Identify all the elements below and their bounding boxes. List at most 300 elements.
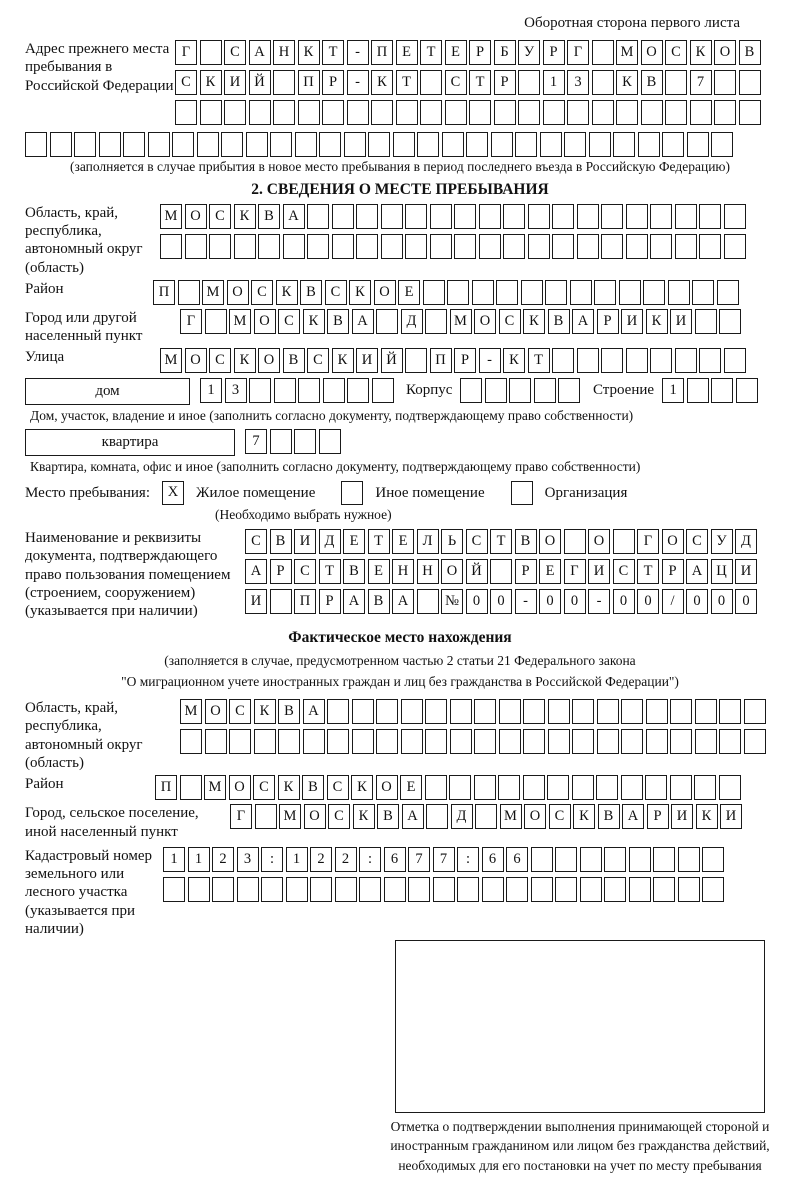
char-cell — [650, 234, 672, 259]
char-cell — [384, 877, 406, 902]
dom-note: Дом, участок, владение и иное (заполнить согласно документу, подтверждающему право собственности) — [30, 407, 634, 423]
char-cell: № — [441, 589, 463, 614]
char-cell — [594, 280, 616, 305]
char-cell — [496, 280, 518, 305]
char-cell: К — [351, 775, 373, 800]
char-cell — [420, 70, 442, 95]
char-cell: К — [371, 70, 393, 95]
char-cell — [491, 132, 513, 157]
char-cell: Й — [381, 348, 403, 373]
char-cell — [393, 132, 415, 157]
char-cell — [540, 132, 562, 157]
char-cell: В — [302, 775, 324, 800]
cell-row — [245, 559, 760, 584]
char-cell — [619, 280, 641, 305]
char-cell — [270, 589, 292, 614]
char-cell — [356, 234, 378, 259]
char-cell — [601, 348, 623, 373]
cell-row — [180, 309, 744, 334]
char-cell: Е — [400, 775, 422, 800]
char-cell: С — [251, 280, 273, 305]
char-cell — [237, 877, 259, 902]
oblast2-field — [25, 699, 775, 772]
char-cell — [368, 132, 390, 157]
char-cell: 0 — [539, 589, 561, 614]
char-cell — [552, 234, 574, 259]
char-cell: У — [711, 529, 733, 554]
char-cell — [528, 204, 550, 229]
char-cell: К — [353, 804, 375, 829]
stroenie-label: Строение — [592, 381, 655, 398]
oblast2-label: Область, край, республика, автономный округ (область) — [25, 700, 143, 771]
char-cell: Р — [515, 559, 537, 584]
char-cell — [665, 70, 687, 95]
char-cell: П — [430, 348, 452, 373]
char-cell — [626, 348, 648, 373]
char-cell — [545, 280, 567, 305]
char-cell: И — [621, 309, 643, 334]
char-cell — [445, 100, 467, 125]
char-cell: С — [613, 559, 635, 584]
char-cell — [479, 234, 501, 259]
char-cell — [254, 729, 276, 754]
char-cell: Е — [398, 280, 420, 305]
char-cell: Е — [396, 40, 418, 65]
char-cell — [298, 378, 320, 403]
char-cell — [626, 234, 648, 259]
char-cell — [405, 234, 427, 259]
char-cell — [180, 775, 202, 800]
char-cell — [670, 729, 692, 754]
char-cell — [670, 775, 692, 800]
char-cell: И — [588, 559, 610, 584]
char-cell — [454, 234, 476, 259]
char-cell: Г — [230, 804, 252, 829]
char-cell — [613, 529, 635, 554]
char-cell — [548, 699, 570, 724]
char-cell — [472, 280, 494, 305]
char-cell — [702, 877, 724, 902]
char-cell — [286, 877, 308, 902]
char-cell — [278, 729, 300, 754]
char-cell: О — [229, 775, 251, 800]
char-cell — [205, 729, 227, 754]
char-cell — [719, 775, 741, 800]
stamp-note: Отметка о подтверждении выполнения принимающей стороной и иностранным гражданином или лицом без гражданства действий, необходимых для его постановки на учет по месту пребывания — [390, 1119, 770, 1173]
char-cell: К — [690, 40, 712, 65]
char-cell: О — [205, 699, 227, 724]
char-cell: М — [204, 775, 226, 800]
oblast2-grid — [180, 699, 768, 759]
char-cell — [690, 100, 712, 125]
char-cell: Г — [564, 559, 586, 584]
char-cell — [490, 559, 512, 584]
char-cell — [695, 309, 717, 334]
char-cell: В — [283, 348, 305, 373]
char-cell — [601, 204, 623, 229]
gorod-label: Город или другой населенный пункт — [25, 309, 143, 345]
char-cell — [494, 100, 516, 125]
char-cell: К — [696, 804, 718, 829]
char-cell: Е — [539, 559, 561, 584]
char-cell — [347, 100, 369, 125]
char-cell: 3 — [237, 847, 259, 872]
char-cell — [645, 775, 667, 800]
dom-row — [25, 378, 775, 405]
char-cell — [148, 132, 170, 157]
option-organizatsiya-label: Организация — [544, 484, 628, 501]
char-cell: К — [646, 309, 668, 334]
char-cell: И — [356, 348, 378, 373]
char-cell — [258, 234, 280, 259]
cell-row — [153, 280, 741, 305]
char-cell — [577, 348, 599, 373]
char-cell — [744, 729, 766, 754]
char-cell: Р — [647, 804, 669, 829]
gorod2-label: Город, сельское поселение, иной населенный пункт — [25, 805, 199, 840]
char-cell — [99, 132, 121, 157]
cell-row — [160, 204, 748, 229]
char-cell: 7 — [433, 847, 455, 872]
document-grid — [245, 529, 760, 619]
char-cell — [739, 70, 761, 95]
char-cell: С — [224, 40, 246, 65]
kvartira-row — [25, 429, 775, 456]
char-cell — [646, 699, 668, 724]
char-cell: А — [352, 309, 374, 334]
char-cell — [503, 234, 525, 259]
char-cell: Б — [494, 40, 516, 65]
raion2-label: Район — [25, 776, 64, 793]
char-cell: О — [227, 280, 249, 305]
char-cell — [714, 100, 736, 125]
char-cell: Р — [494, 70, 516, 95]
char-cell — [356, 204, 378, 229]
char-cell: Т — [396, 70, 418, 95]
kvartira-cells — [245, 429, 343, 454]
char-cell: О — [185, 204, 207, 229]
char-cell: Н — [417, 559, 439, 584]
cell-row — [180, 729, 768, 754]
char-cell — [567, 100, 589, 125]
char-cell: Е — [368, 559, 390, 584]
char-cell: А — [303, 699, 325, 724]
char-cell — [352, 729, 374, 754]
char-cell — [699, 204, 721, 229]
char-cell: Д — [451, 804, 473, 829]
char-cell — [499, 699, 521, 724]
char-cell — [668, 280, 690, 305]
char-cell — [123, 132, 145, 157]
char-cell: Д — [735, 529, 757, 554]
char-cell — [675, 348, 697, 373]
char-cell — [695, 729, 717, 754]
char-cell: 0 — [466, 589, 488, 614]
char-cell — [283, 234, 305, 259]
char-cell: А — [402, 804, 424, 829]
char-cell: К — [523, 309, 545, 334]
checkbox-zhiloe: X — [162, 481, 184, 505]
mesto-note: (Необходимо выбрать нужное) — [215, 506, 392, 522]
char-cell — [249, 378, 271, 403]
char-cell: П — [153, 280, 175, 305]
ulitsa-field — [25, 348, 775, 373]
char-cell: : — [261, 847, 283, 872]
stamp-area — [25, 940, 775, 1174]
char-cell — [597, 729, 619, 754]
kvartira-note: Квартира, комната, офис и иное (заполнить согласно документу, подтверждающему право собственности) — [30, 458, 641, 474]
option-zhiloe-label: Жилое помещение — [196, 484, 316, 501]
char-cell — [638, 132, 660, 157]
char-cell: - — [479, 348, 501, 373]
char-cell: М — [229, 309, 251, 334]
char-cell — [475, 804, 497, 829]
char-cell — [270, 132, 292, 157]
char-cell: - — [588, 589, 610, 614]
char-cell — [224, 100, 246, 125]
char-cell: 1 — [163, 847, 185, 872]
char-cell: А — [572, 309, 594, 334]
char-cell: 3 — [225, 378, 247, 403]
char-cell — [523, 699, 545, 724]
char-cell: С — [229, 699, 251, 724]
char-cell — [564, 132, 586, 157]
mesto-label: Место пребывания: — [25, 484, 150, 501]
char-cell: Н — [392, 559, 414, 584]
char-cell: Л — [417, 529, 439, 554]
mesto-prebyvaniya-row — [25, 481, 775, 505]
char-cell: В — [739, 40, 761, 65]
char-cell — [175, 100, 197, 125]
char-cell — [319, 429, 341, 454]
char-cell — [552, 204, 574, 229]
char-cell: Й — [249, 70, 271, 95]
oblast-label: Область, край, республика, автономный округ (область) — [25, 204, 143, 276]
char-cell: И — [671, 804, 693, 829]
char-cell — [371, 100, 393, 125]
char-cell: Т — [420, 40, 442, 65]
char-cell: 6 — [384, 847, 406, 872]
char-cell — [692, 280, 714, 305]
char-cell: О — [304, 804, 326, 829]
char-cell — [601, 234, 623, 259]
oblast-field — [25, 204, 775, 277]
char-cell: И — [245, 589, 267, 614]
char-cell — [736, 378, 758, 403]
char-cell — [450, 729, 472, 754]
char-cell: О — [662, 529, 684, 554]
char-cell — [711, 378, 733, 403]
char-cell — [724, 204, 746, 229]
char-cell — [572, 699, 594, 724]
char-cell: М — [500, 804, 522, 829]
char-cell: Р — [543, 40, 565, 65]
char-cell — [702, 847, 724, 872]
char-cell — [719, 729, 741, 754]
char-cell — [327, 699, 349, 724]
char-cell: Т — [322, 40, 344, 65]
char-cell: 7 — [245, 429, 267, 454]
char-cell — [694, 775, 716, 800]
char-cell: 0 — [686, 589, 708, 614]
char-cell — [163, 877, 185, 902]
char-cell — [528, 234, 550, 259]
char-cell: Т — [469, 70, 491, 95]
char-cell — [675, 234, 697, 259]
char-cell — [518, 70, 540, 95]
char-cell: М — [180, 699, 202, 724]
char-cell: С — [665, 40, 687, 65]
char-cell — [420, 100, 442, 125]
char-cell — [466, 132, 488, 157]
char-cell: 0 — [711, 589, 733, 614]
char-cell — [447, 280, 469, 305]
char-cell — [396, 100, 418, 125]
char-cell — [589, 132, 611, 157]
char-cell: К — [573, 804, 595, 829]
section2-title: 2. СВЕДЕНИЯ О МЕСТЕ ПРЕБЫВАНИЯ — [251, 181, 549, 199]
char-cell — [180, 729, 202, 754]
char-cell — [518, 100, 540, 125]
char-cell: С — [466, 529, 488, 554]
char-cell — [641, 100, 663, 125]
char-cell — [209, 234, 231, 259]
kadastr-grid — [163, 847, 727, 907]
char-cell — [592, 40, 614, 65]
char-cell: О — [185, 348, 207, 373]
char-cell — [381, 204, 403, 229]
char-cell: Р — [322, 70, 344, 95]
char-cell — [322, 100, 344, 125]
prev-address-grid — [175, 40, 763, 130]
char-cell — [650, 348, 672, 373]
char-cell: Ь — [441, 529, 463, 554]
char-cell — [474, 775, 496, 800]
char-cell — [564, 529, 586, 554]
char-cell — [699, 348, 721, 373]
char-cell — [629, 847, 651, 872]
char-cell — [592, 100, 614, 125]
char-cell: Р — [454, 348, 476, 373]
char-cell: Ц — [711, 559, 733, 584]
cell-row — [175, 40, 763, 65]
char-cell — [547, 775, 569, 800]
char-cell — [687, 132, 709, 157]
document-field — [25, 529, 775, 620]
char-cell — [531, 847, 553, 872]
char-cell — [401, 699, 423, 724]
oblast-grid — [160, 204, 748, 264]
char-cell — [474, 729, 496, 754]
char-cell — [650, 204, 672, 229]
actual-location-note-line1: (заполняется в случае, предусмотренном частью 2 статьи 21 Федерального закона — [164, 653, 636, 669]
char-cell — [372, 378, 394, 403]
char-cell — [200, 40, 222, 65]
char-cell — [381, 234, 403, 259]
char-cell — [425, 699, 447, 724]
cell-row — [160, 234, 748, 259]
char-cell: С — [328, 804, 350, 829]
char-cell — [534, 378, 556, 403]
kadastr-label: Кадастровый номер земельного или лесного участка (указывается при наличии) — [25, 847, 152, 938]
char-cell — [739, 100, 761, 125]
char-cell: С — [209, 348, 231, 373]
char-cell: С — [245, 529, 267, 554]
actual-location-note — [25, 651, 775, 693]
char-cell: К — [616, 70, 638, 95]
char-cell: С — [445, 70, 467, 95]
kadastr-field — [25, 847, 775, 938]
char-cell — [401, 729, 423, 754]
document-label: Наименование и реквизиты документа, подтверждающего право пользования помещением (строением, сооружением) (указывается при наличии) — [25, 530, 231, 620]
char-cell: П — [155, 775, 177, 800]
cell-row — [245, 589, 760, 614]
char-cell — [613, 132, 635, 157]
char-cell — [359, 877, 381, 902]
char-cell: С — [499, 309, 521, 334]
char-cell — [717, 280, 739, 305]
char-cell — [200, 100, 222, 125]
char-cell: 7 — [690, 70, 712, 95]
char-cell: Р — [469, 40, 491, 65]
char-cell — [425, 309, 447, 334]
char-cell: 1 — [286, 847, 308, 872]
char-cell: К — [278, 775, 300, 800]
actual-location-title: Фактическое место нахождения — [288, 628, 512, 646]
char-cell — [711, 132, 733, 157]
char-cell — [307, 204, 329, 229]
char-cell: В — [278, 699, 300, 724]
char-cell: И — [294, 529, 316, 554]
char-cell — [172, 132, 194, 157]
char-cell — [417, 589, 439, 614]
char-cell: В — [515, 529, 537, 554]
char-cell — [457, 877, 479, 902]
char-cell — [160, 234, 182, 259]
char-cell — [442, 132, 464, 157]
char-cell — [426, 804, 448, 829]
char-cell: О — [441, 559, 463, 584]
char-cell: Г — [180, 309, 202, 334]
char-cell: О — [641, 40, 663, 65]
char-cell: - — [347, 70, 369, 95]
ulitsa-label: Улица — [25, 348, 65, 365]
kvartira-type-box: квартира — [25, 429, 235, 456]
char-cell — [543, 100, 565, 125]
char-cell — [714, 70, 736, 95]
char-cell: 0 — [490, 589, 512, 614]
char-cell: В — [641, 70, 663, 95]
char-cell — [724, 234, 746, 259]
korpus-cells — [460, 378, 583, 403]
char-cell — [597, 699, 619, 724]
char-cell — [531, 877, 553, 902]
char-cell — [352, 699, 374, 724]
char-cell: В — [368, 589, 390, 614]
cell-row — [175, 70, 763, 95]
char-cell: А — [686, 559, 708, 584]
char-cell: Е — [445, 40, 467, 65]
char-cell: С — [175, 70, 197, 95]
char-cell — [319, 132, 341, 157]
char-cell — [604, 877, 626, 902]
char-cell: 0 — [564, 589, 586, 614]
char-cell — [653, 847, 675, 872]
char-cell: А — [283, 204, 305, 229]
cell-row — [163, 877, 727, 902]
char-cell: 3 — [567, 70, 589, 95]
char-cell: Т — [637, 559, 659, 584]
